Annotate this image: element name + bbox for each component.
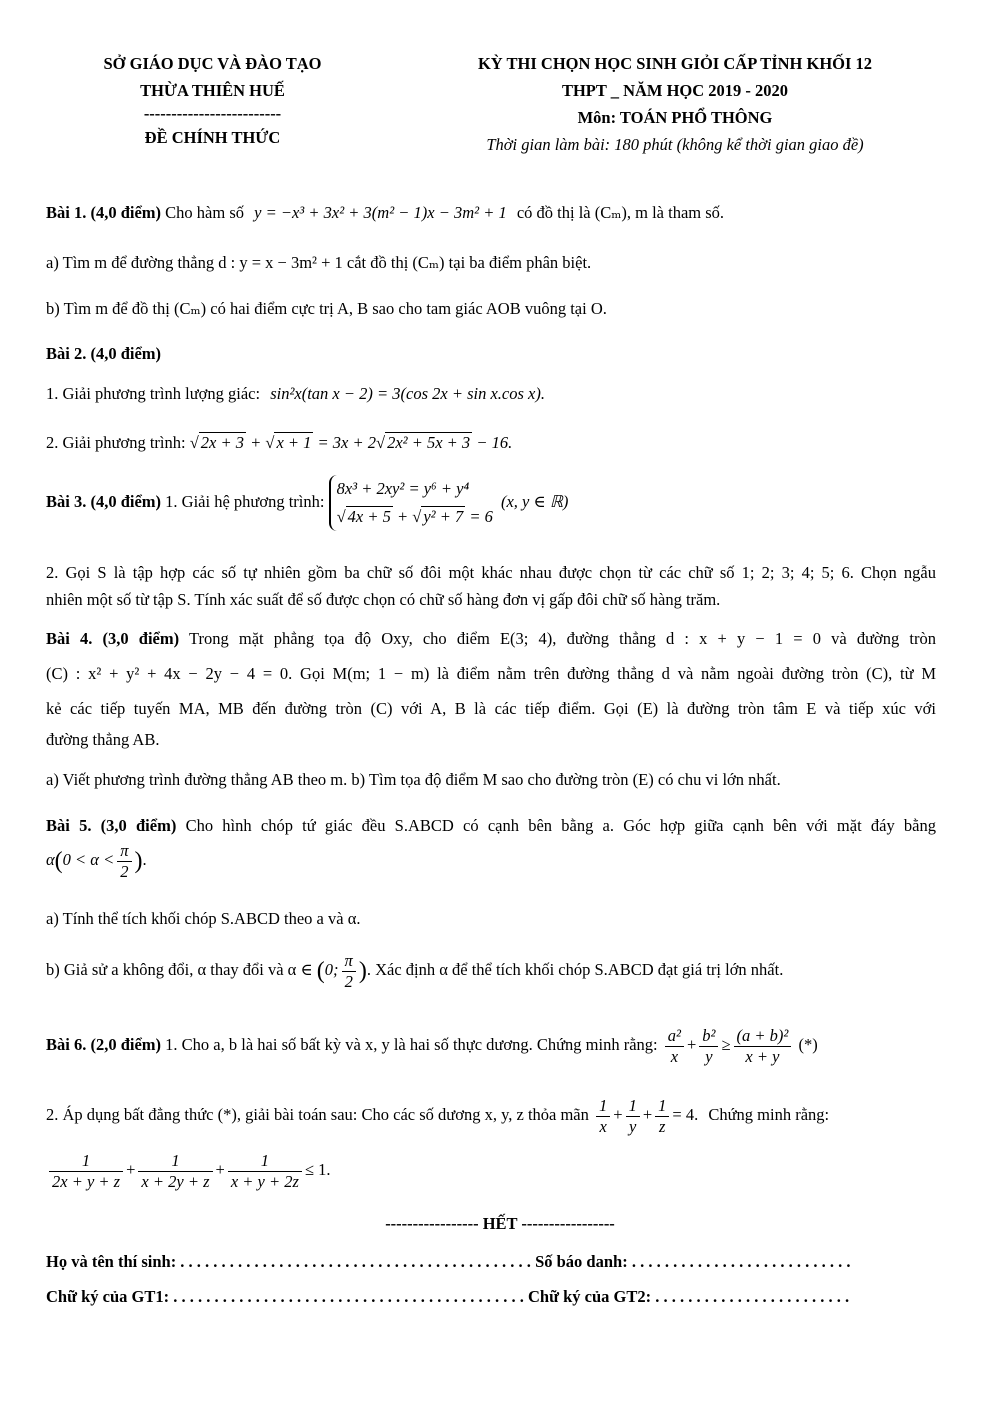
province-name: THỪA THIÊN HUẾ [140, 81, 285, 100]
den: x + 2y + z [141, 1171, 210, 1191]
frac-g2 [138, 1151, 212, 1192]
plus: + [642, 1105, 653, 1124]
frac-b2-y [699, 1026, 718, 1067]
eq2-b: y² + 7 [423, 507, 464, 526]
bai5-b2: . Xác định α để thể tích khối chóp S.ABCD đạt giá trị lớn nhất. [366, 960, 784, 979]
bai3-line [46, 475, 936, 531]
bai2-p1-line [46, 383, 936, 405]
header-divider: ------------------------- [143, 104, 282, 123]
bai2-p1-eq: sin²x(tan x − 2) = 3(cos 2x + sin x.cos x). [270, 384, 545, 403]
bai6-p2-line [46, 1090, 936, 1140]
bracket-close: ) [358, 958, 367, 985]
bai4-l4: đường thẳng AB. [46, 730, 160, 749]
system-eq2: √ 4x + 5 + √ y² + 7 = 6 [336, 507, 493, 526]
bai4-l3: kẻ các tiếp tuyến MA, MB đến đường tròn (C) với A, B là các tiếp điểm. Gọi (E) là đường tròn tâm E và tiếp xúc với [46, 699, 936, 718]
two: 2 [344, 971, 353, 991]
num: 1 [228, 1151, 302, 1172]
prove: Chứng minh rằng: [708, 1105, 830, 1124]
le1: ≤ 1. [304, 1160, 331, 1179]
bai6-p1-line [46, 1020, 936, 1070]
num: 1 [138, 1151, 212, 1172]
bai1-title: Bài 1. (4,0 điểm) [46, 203, 162, 222]
school-year: THPT _ NĂM HỌC 2019 - 2020 [561, 81, 789, 100]
num: a² [665, 1026, 684, 1047]
frac-1-x [596, 1096, 610, 1137]
bai6-title: Bài 6. (2,0 điểm) [46, 1035, 162, 1054]
end-marker: ----------------- HẾT ----------------- [385, 1214, 615, 1233]
signature-line [46, 1286, 946, 1308]
bai6-p2: 2. Áp dụng bất đẳng thức (*), giải bài toán sau: Cho các số dương x, y, z thỏa mãn [46, 1105, 589, 1124]
num: 1 [626, 1096, 640, 1117]
bracket-open: ( [316, 958, 325, 985]
frac-a2-x [665, 1026, 684, 1067]
cond-end: . [142, 850, 147, 869]
bai1-intro: Cho hàm số [165, 203, 245, 222]
bai4-l2: (C) : x² + y² + 4x − 2y − 4 = 0. Gọi M(m; 1 − m) là điểm nằm trên đường thẳng d và nằm ngoài đường tròn (C), từ M [46, 664, 936, 683]
mid: = 3x + 2 [313, 433, 376, 452]
department-name: SỞ GIÁO DỤC VÀ ĐÀO TẠO [103, 54, 322, 73]
bai5-b-line [46, 948, 936, 993]
paren-close: ) [134, 848, 143, 875]
den: x + y + 2z [230, 1171, 299, 1191]
frac-1-z [655, 1096, 669, 1137]
bai3-p1: 1. Giải hệ phương trình: [165, 491, 325, 511]
bai5-b1: b) Giả sử a không đổi, α thay đổi và α ∈ [46, 960, 313, 979]
two: 2 [120, 861, 129, 881]
header-right [440, 50, 910, 158]
bai1-line [46, 202, 936, 224]
bai5-a: a) Tính thể tích khối chóp S.ABCD theo a và α. [46, 909, 361, 928]
cond-a: 0 < α < [62, 850, 115, 869]
sqrt-a: 2x + 3 [200, 433, 244, 452]
bai1-b: b) Tìm m để đồ thị (Cₘ) có hai điểm cực trị A, B sao cho tam giác AOB vuông tại O. [46, 299, 607, 318]
bai5-l1-line [46, 815, 936, 837]
plus: + [215, 1160, 225, 1179]
bai6-p1: 1. Cho a, b là hai số bất kỳ và x, y là hai số thực dương. Chứng minh rằng: [165, 1035, 658, 1054]
name-line [46, 1251, 946, 1273]
equation-system [329, 475, 493, 531]
plus: + [126, 1160, 136, 1179]
plus: + [245, 433, 266, 452]
num: b² [699, 1026, 718, 1047]
bai5-l1: Cho hình chóp tứ giác đều S.ABCD có cạnh bên bằng a. Góc hợp giữa cạnh bên với mặt đáy bằng [185, 816, 936, 835]
pi: π [342, 951, 356, 972]
sbd-label: Số báo danh: . . . . . . . . . . . . . . . . . . . . . . . . . . . [535, 1252, 851, 1271]
bai3-p2-l1: 2. Gọi S là tập hợp các số tự nhiên gồm ba chữ số đôi một khác nhau được chọn từ các chữ số 1; 2; 3; 4; 5; 6. Chọn ngẫu [46, 563, 936, 582]
den: 2x + y + z [52, 1171, 121, 1191]
den: x [670, 1046, 679, 1066]
end: − 16. [472, 433, 513, 452]
pi-over-2 [117, 841, 131, 882]
bai4-title: Bài 4. (3,0 điểm) [46, 629, 180, 648]
frac-g3 [228, 1151, 302, 1192]
den: y [705, 1046, 713, 1066]
eq2-plus: + [392, 507, 413, 526]
star: (*) [798, 1035, 818, 1054]
pi-over-2b [342, 951, 356, 992]
bai4-ab: a) Viết phương trình đường thẳng AB theo m. b) Tìm tọa độ điểm M sao cho đường tròn (E) có chu vi lớn nhất. [46, 770, 781, 789]
num: (a + b)² [734, 1026, 792, 1047]
exam-title: KỲ THI CHỌN HỌC SINH GIỎI CẤP TỈNH KHỐI 12 [477, 54, 873, 73]
interval: 0; [324, 960, 339, 979]
bai6-ineq [46, 1145, 936, 1195]
name-label: Họ và tên thí sinh: . . . . . . . . . . . . . . . . . . . . . . . . . . . . . . . . . . . . . . . . . . . [46, 1252, 531, 1271]
bai3-p2-l2: nhiên một số từ tập S. Tính xác suất để số được chọn có chữ số hàng đơn vị gấp đôi chữ số hàng trăm. [46, 590, 721, 609]
bai5-title: Bài 5. (3,0 điểm) [46, 816, 177, 835]
num: 1 [49, 1151, 123, 1172]
frac-ab2-xy [734, 1026, 792, 1067]
frac-g1 [49, 1151, 123, 1192]
bai3-domain: (x, y ∈ ℝ) [500, 491, 569, 511]
den: z [659, 1116, 666, 1136]
bai4-l1: Trong mặt phẳng tọa độ Oxy, cho điểm E(3; 4), đường thẳng d : x + y − 1 = 0 và đường tròn [188, 629, 936, 648]
alpha: α [46, 850, 55, 869]
bai2-p2-eq: √ 2x + 3 + √ x + 1 = 3x + 2√ 2x² + 5x + 3 − 16. [189, 433, 513, 452]
bai4-l1-line [46, 628, 936, 650]
num: 1 [596, 1096, 610, 1117]
official-label: ĐỀ CHÍNH THỨC [144, 128, 281, 147]
system-eq1: 8x³ + 2xy² = y⁶ + y⁴ [336, 479, 470, 498]
bai1-tail: có đồ thị là (Cₘ), m là tham số. [516, 203, 725, 222]
bai1-a: a) Tìm m để đường thẳng d : y = x − 3m² + 1 cắt đồ thị (Cₘ) tại ba điểm phân biệt. [46, 253, 592, 272]
paren-open: ( [54, 848, 63, 875]
gt1-label: Chữ ký của GT1: . . . . . . . . . . . . . . . . . . . . . . . . . . . . . . . . . . . . . . . . . . . [46, 1287, 524, 1306]
sqrt-b: x + 1 [276, 433, 312, 452]
bai2-p2-line [46, 432, 936, 454]
den: y [629, 1116, 637, 1136]
bai5-cond [46, 838, 936, 883]
bai1-func: y = −x³ + 3x² + 3(m² − 1)x − 3m² + 1 [254, 203, 507, 222]
plus: + [686, 1035, 697, 1054]
frac-1-y [626, 1096, 640, 1137]
bai2-p2: 2. Giải phương trình: [46, 433, 186, 452]
gt2-label: Chữ ký của GT2: . . . . . . . . . . . . . . . . . . . . . . . . [528, 1287, 850, 1306]
num: 1 [655, 1096, 669, 1117]
den: x + y [745, 1046, 780, 1066]
time-note: Thời gian làm bài: 180 phút (không kể thời gian giao đề) [486, 135, 864, 154]
bai2-title: Bài 2. (4,0 điểm) [46, 344, 162, 363]
bai3-title: Bài 3. (4,0 điểm) [46, 491, 162, 511]
header-left [80, 50, 345, 151]
eq4: = 4. [672, 1105, 699, 1124]
den: x [599, 1116, 607, 1136]
ge: ≥ [721, 1035, 731, 1054]
eq2-end: = 6 [465, 507, 493, 526]
plus: + [613, 1105, 623, 1124]
sqrt-c: 2x² + 5x + 3 [387, 433, 471, 452]
subject: Môn: TOÁN PHỔ THÔNG [577, 108, 773, 127]
bai2-p1: 1. Giải phương trình lượng giác: [46, 384, 261, 403]
pi: π [117, 841, 131, 862]
eq2-a: 4x + 5 [347, 507, 391, 526]
